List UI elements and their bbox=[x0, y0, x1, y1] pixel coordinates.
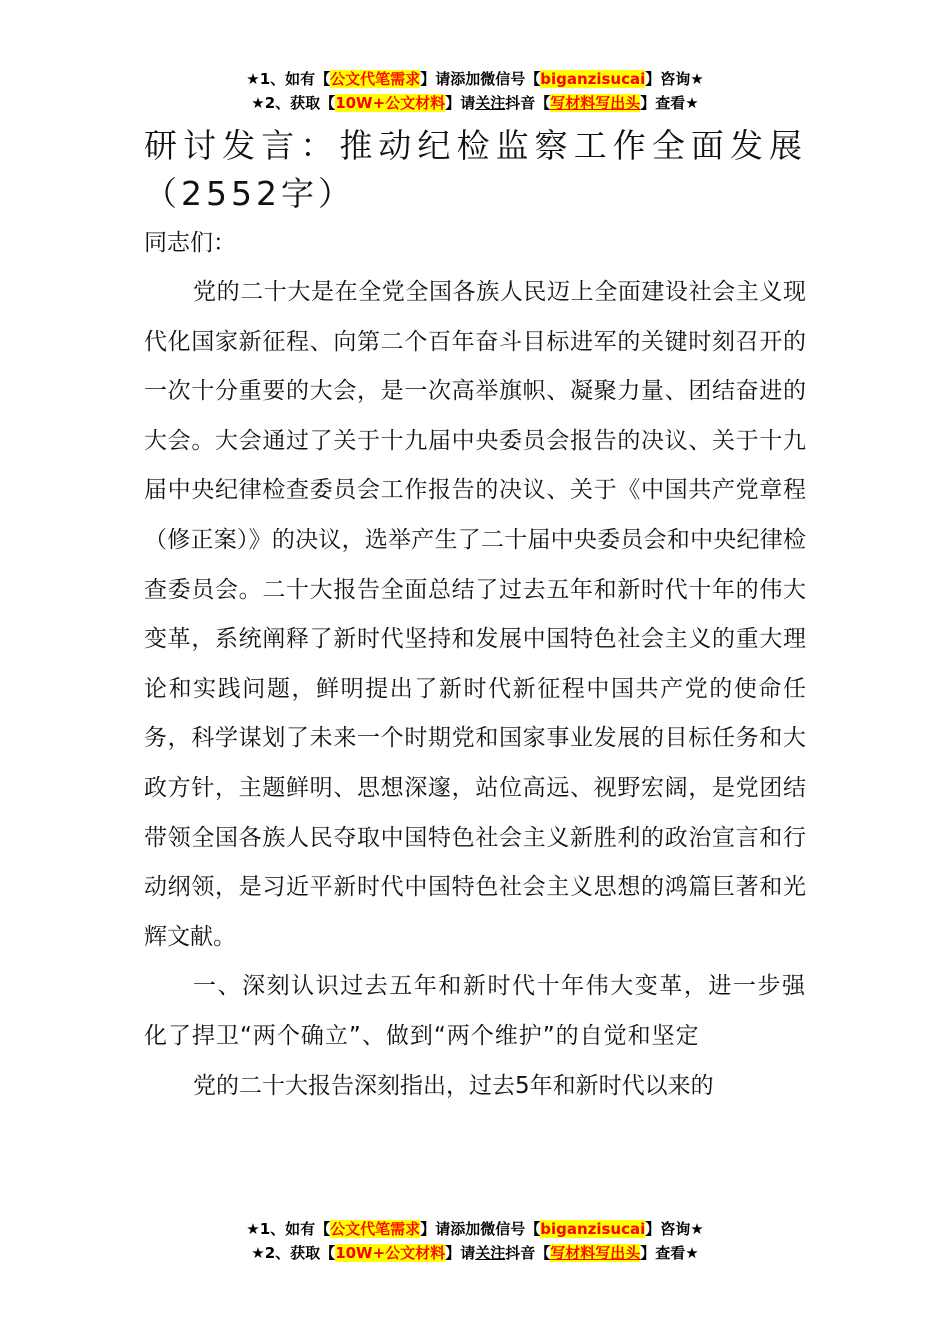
document-body bbox=[144, 122, 806, 1111]
banner-line-1 bbox=[0, 1218, 950, 1242]
banner-line-2 bbox=[0, 1242, 950, 1266]
highlight-douyin: 写材料写出头 bbox=[550, 1244, 641, 1262]
banner-text: 抖音【 bbox=[505, 94, 551, 112]
banner-text: ★2、获取【 bbox=[251, 1244, 336, 1262]
highlight-wechat-id: biganzisucai bbox=[540, 1220, 646, 1238]
banner-line-1 bbox=[0, 68, 950, 92]
banner-follow: 关注 bbox=[475, 94, 506, 112]
banner-text: ★1、如有【 bbox=[246, 1220, 331, 1238]
banner-text: ★1、如有【 bbox=[246, 70, 331, 88]
document-title: 研讨发言：推动纪检监察工作全面发展（2552字） bbox=[144, 126, 806, 213]
banner-text: 】查看★ bbox=[640, 94, 699, 112]
highlight-materials: 10W+公文材料 bbox=[335, 94, 446, 112]
footer-banner bbox=[0, 1218, 950, 1266]
banner-text: 】请 bbox=[445, 94, 476, 112]
highlight-ghostwriting: 公文代笔需求 bbox=[330, 1220, 421, 1238]
header-banner bbox=[0, 68, 950, 116]
highlight-douyin: 写材料写出头 bbox=[550, 94, 641, 112]
highlight-ghostwriting: 公文代笔需求 bbox=[330, 70, 421, 88]
banner-text: 】请添加微信号【 bbox=[420, 70, 541, 88]
banner-text: 】请添加微信号【 bbox=[420, 1220, 541, 1238]
banner-follow: 关注 bbox=[475, 1244, 506, 1262]
paragraph: 党的二十大报告深刻指出，过去5年和新时代以来的 bbox=[193, 1072, 714, 1099]
banner-text: ★2、获取【 bbox=[251, 94, 336, 112]
banner-text: 】咨询★ bbox=[645, 70, 704, 88]
banner-text: 抖音【 bbox=[505, 1244, 551, 1262]
salutation: 同志们： bbox=[144, 230, 236, 256]
highlight-materials: 10W+公文材料 bbox=[335, 1244, 446, 1262]
section-heading: 一、深刻认识过去五年和新时代十年伟大变革，进一步强化了捍卫“两个确立”、做到“两个维护”的自觉和坚定 bbox=[144, 973, 806, 1049]
paragraph: 党的二十大是在全党全国各族人民迈上全面建设社会主义现代化国家新征程、向第二个百年奋斗目标进军的关键时刻召开的一次十分重要的大会，是一次高举旗帜、凝聚力量、团结奋进的大会。大会通过了关于十九届中央委员会报告的决议、关于十九届中央纪律检查委员会工作报告的决议、关于《中国共产党章程（修正案）》的决议，选举产生了二十届中央委员会和中央纪律检查委员会。二十大报告全面总结了过去五年和新时代十年的伟大变革，系统阐释了新时代坚持和发展中国特色社会主义的重大理论和实践问题，鲜明提出了新时代新征程中国共产党的使命任务，科学谋划了未来一个时期党和国家事业发展的目标任务和大政方针，主题鲜明、思想深邃，站位高远、视野宏阔，是党团结带领全国各族人民夺取中国特色社会主义新胜利的政治宣言和行动纲领，是习近平新时代中国特色社会主义思想的鸿篇巨著和光辉文献。 bbox=[144, 279, 806, 950]
highlight-wechat-id: biganzisucai bbox=[540, 70, 646, 88]
banner-text: 】查看★ bbox=[640, 1244, 699, 1262]
banner-line-2 bbox=[0, 92, 950, 116]
banner-text: 】请 bbox=[445, 1244, 476, 1262]
banner-text: 】咨询★ bbox=[645, 1220, 704, 1238]
